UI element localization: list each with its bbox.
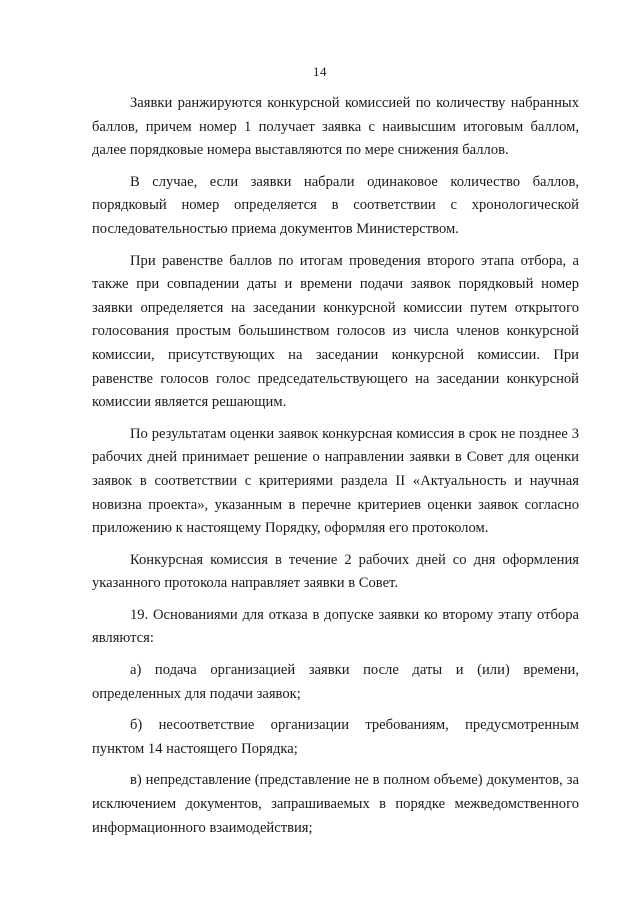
- paragraph-tie-vote: При равенстве баллов по итогам проведения второго этапа отбора, а также при совпадении даты и времени подачи заявок порядковый номер заявки определяется на заседании конкурсной комиссии путем открытого голосования простым большинством голосов из числа членов конкурсной комиссии, присутствующих на заседании конкурсной комиссии. При равенстве голосов голос председательствующего на заседании конкурсной комиссии является решающим.: [92, 252, 579, 411]
- list-item-a: а) подача организацией заявки после даты и (или) времени, определенных для подачи заявок;: [92, 662, 579, 702]
- paragraph-evaluation-results: По результатам оценки заявок конкурсная комиссия в срок не позднее 3 рабочих дней принимает решение о направлении заявки в Совет для оценки заявок в соответствии с критериями раздела II «Актуальность и научная новизна проекта», указанным в перечне критериев оценки заявок согласно приложению к настоящему Порядку, оформляя его протоколом.: [92, 425, 579, 537]
- paragraph-ranking: Заявки ранжируются конкурсной комиссией по количеству набранных баллов, причем номер 1 получает заявка с наивысшим итоговым баллом, далее порядковые номера выставляются по мере снижения баллов.: [92, 95, 579, 159]
- paragraph-equal-score: В случае, если заявки набрали одинаковое количество баллов, порядковый номер определяется в соответствии с хронологической последовательностью приема документов Министерством.: [92, 173, 579, 237]
- page-number: 14: [313, 64, 327, 79]
- document-body: [92, 92, 579, 848]
- paragraph-commission-forwarding: Конкурсная комиссия в течение 2 рабочих дней со дня оформления указанного протокола направляет заявки в Совет.: [92, 551, 579, 592]
- paragraph-item-19: 19. Основаниями для отказа в допуске заявки ко второму этапу отбора являются:: [92, 606, 579, 647]
- list-item-v: в) непредставление (представление не в полном объеме) документов, за исключением документов, запрашиваемых в порядке межведомственного информационного взаимодействия;: [92, 772, 579, 836]
- list-item-b: б) несоответствие организации требованиям, предусмотренным пунктом 14 настоящего Порядка;: [92, 717, 579, 757]
